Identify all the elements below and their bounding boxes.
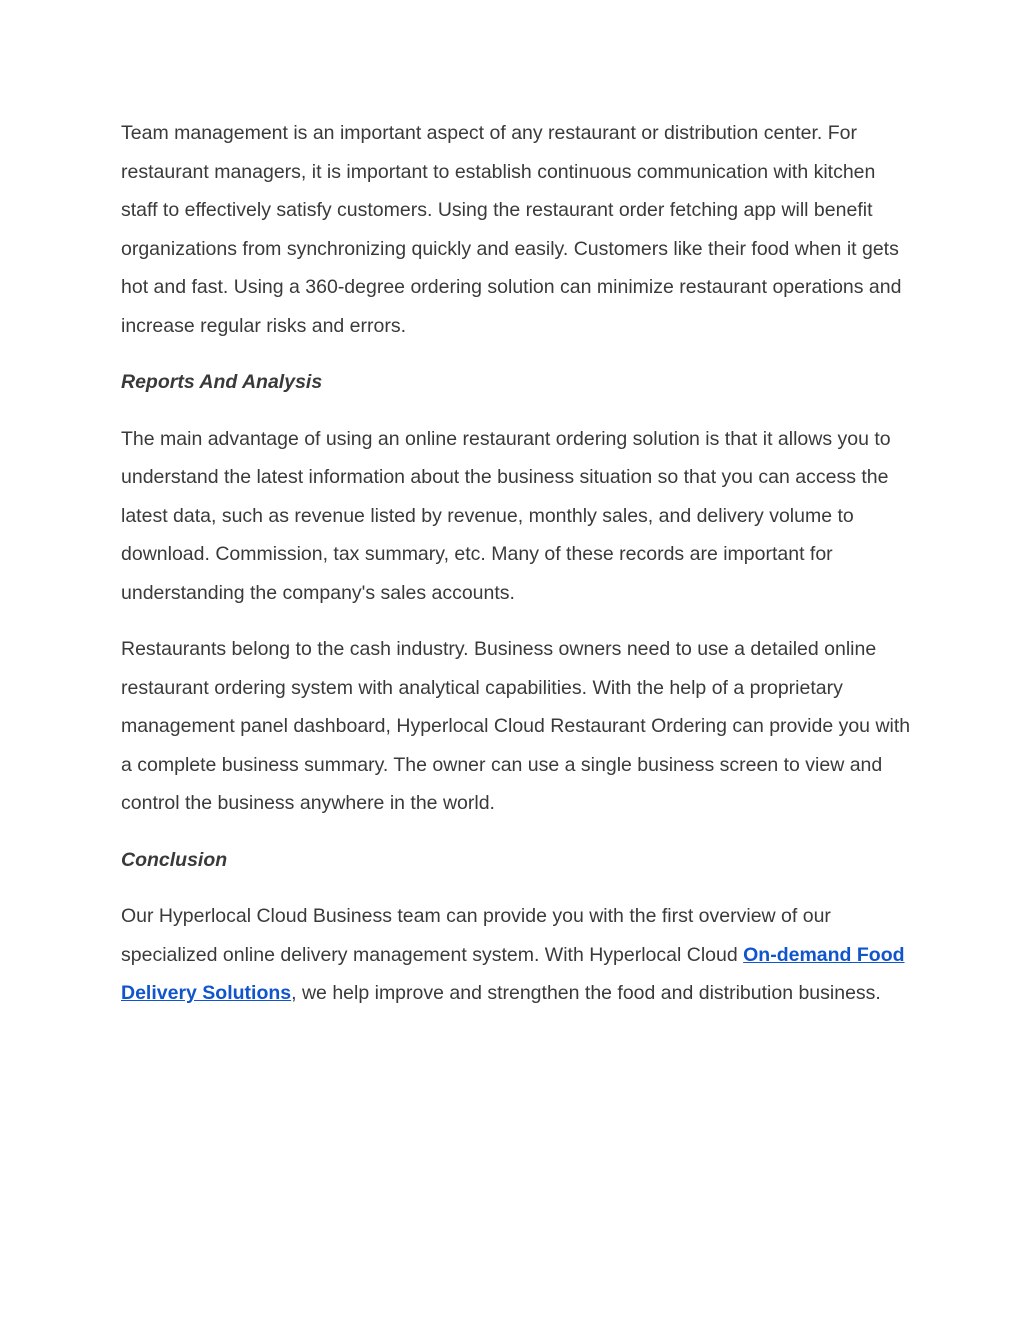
on-demand-food-delivery-link[interactable]: On-demand Food Delivery Solutions [121,943,905,1004]
paragraph-conclusion [121,897,911,1013]
heading-conclusion: Conclusion [121,848,228,871]
conclusion-text-before-link: Our Hyperlocal Cloud Business team can provide you with the first overview of our specialized online delivery management system. With Hyperlocal Cloud [121,905,831,966]
paragraph-reports: The main advantage of using an online restaurant ordering solution is that it allows you to understand the latest information about the business situation so that you can access the latest data, such as revenue listed by revenue, monthly sales, and delivery volume to download. Commission, tax summary, etc. Many of these records are important for understanding the company's sales accounts. [121,427,891,604]
heading-reports-and-analysis: Reports And Analysis [121,371,323,393]
paragraph-restaurants-cash-industry: Restaurants belong to the cash industry. Business owners need to use a detailed online restaurant ordering system with analytical capabilities. With the help of a proprietary management panel dashboard, Hyperlocal Cloud Restaurant Ordering can provide you with a complete business summary. The owner can use a single business screen to view and control the business anywhere in the world. [121,638,911,814]
conclusion-text-after-link: , we help improve and strengthen the food and distribution business. [291,982,881,1004]
document-body [121,114,911,1031]
paragraph-team-management: Team management is an important aspect of any restaurant or distribution center. For restaurant managers, it is important to establish continuous communication with kitchen staff to effectively satisfy customers. Using the restaurant order fetching app will benefit organizations from synchronizing quickly and easily. Customers like their food when it gets hot and fast. Using a 360-degree ordering solution can minimize restaurant operations and increase regular risks and errors. [121,122,902,337]
